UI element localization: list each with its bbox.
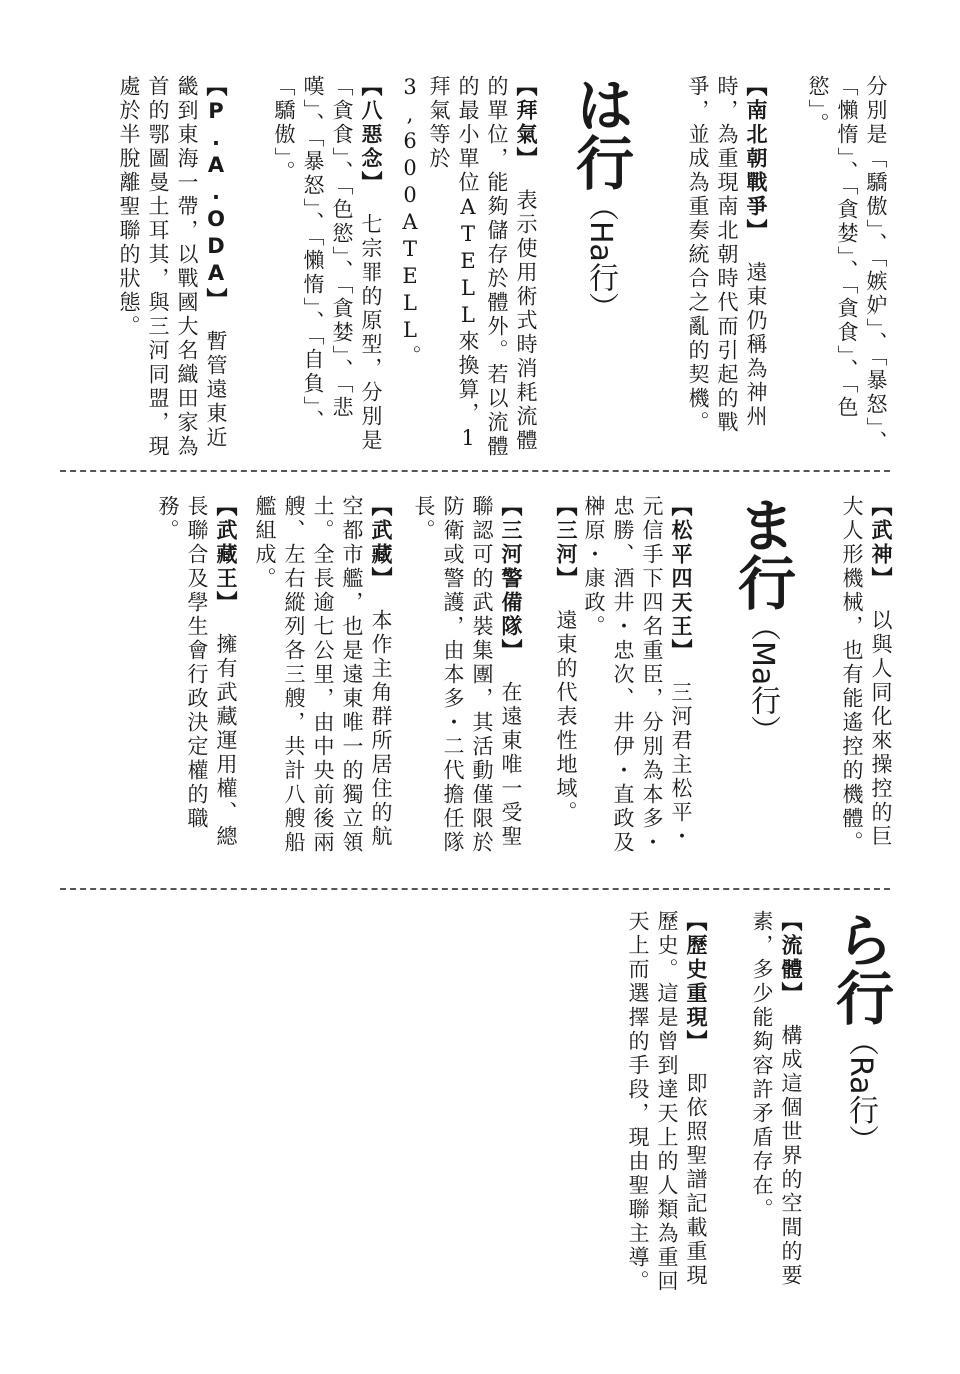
entry-term: 【流體】 [779, 910, 803, 1006]
section-ra-gyo [0, 910, 960, 1310]
entry-rekishi-saigen [610, 910, 710, 1310]
entry-hachi-akunen [255, 75, 385, 460]
entry-body: 擁有武藏運用權、總長聯合及學生會行政決定權的職務。 [156, 495, 238, 849]
entry-body: 遠東的代表性地域。 [554, 609, 578, 825]
entry-body: 本作主角群所居住的航空都市艦，也是遠東唯一的獨立領土。全長逾七公里，由中央前後兩艘、左右縱列各三艘，共計八艘船艦組成。 [253, 495, 393, 855]
entry-haiki [398, 75, 540, 460]
entry-term: 【三河】 [554, 495, 578, 591]
entry-musashi [253, 495, 395, 865]
entry-ryutai [735, 910, 805, 1310]
heading-ma-gyo [730, 495, 794, 745]
heading-kana: は行 [566, 75, 634, 191]
entry-term: 【三河警備隊】 [499, 495, 523, 663]
entry-body: 遠東仍稱為神州時，為重現南北朝時代而引起的戰爭，並成為重奏統合之亂的契機。 [686, 75, 768, 435]
entry-body: 表示使用術式時消耗流體的單位，能夠儲存於體外。若以流體的最小單位ATELL來換算，1拜氣等於3,600ATELL。 [398, 75, 538, 459]
entry-term: 【松平四天王】 [669, 495, 693, 663]
entry-bushin [825, 495, 895, 865]
entry-mikawa-guard [412, 495, 525, 865]
entry-term: 【P.A.ODA】 [204, 75, 228, 312]
heading-roman: （Ha行） [583, 191, 618, 322]
entry-body: 以與人同化來操控的巨大人形機械，也有能遙控的機體。 [840, 495, 893, 855]
heading-kana: ま行 [728, 495, 796, 611]
heading-ha-gyo [568, 75, 632, 322]
entry-term: 【拜氣】 [514, 75, 538, 171]
section-divider [60, 470, 890, 472]
heading-ra-gyo [828, 910, 892, 1155]
heading-kana: ら行 [826, 910, 894, 1026]
section-ha-gyo [0, 75, 960, 460]
entry-body: 三河君主松平・元信手下四名重臣，分別為本多・忠勝、酒井・忠次、井伊・直政及榊原・康政。 [582, 495, 693, 855]
entry-term: 【武藏王】 [214, 495, 238, 615]
heading-roman: （Ma行） [745, 611, 780, 746]
entry-body: 即依照聖譜記載重現歷史。這是曾到達天上的人類為重回天上而選擇的手段，現由聖聯主導。 [626, 910, 708, 1294]
entry-term: 【武神】 [869, 495, 893, 591]
entry-body: 在遠東唯一受聖聯認可的武裝集團，其活動僅限於防衛或警護，由本多・二代擔任隊長。 [412, 495, 523, 855]
entry-body: 構成這個世界的空間的要素，多少能夠容許矛盾存在。 [750, 910, 803, 1288]
heading-roman: （Ra行） [843, 1026, 878, 1155]
entry-nanboku-war [670, 75, 770, 460]
section-ma-gyo [0, 495, 960, 865]
entry-term: 【八惡念】 [359, 75, 383, 195]
entry-term: 【南北朝戰爭】 [744, 75, 768, 243]
entry-term: 【武藏】 [369, 495, 393, 591]
section-divider [60, 888, 890, 890]
entry-musashi-o [156, 495, 240, 865]
entry-paoda [95, 75, 230, 460]
entry-mikawa [540, 495, 580, 865]
entry-term: 【歷史重現】 [684, 910, 708, 1054]
entry-matsudaira-shitenno [582, 495, 695, 865]
continued-entry-text: 分別是「驕傲」、「嫉妒」、「暴怒」、「懶惰」、「貪婪」、「貪食」、「色慾」。 [806, 75, 888, 455]
entry-body: 暫管遠東近畿到東海一帶，以戰國大名織田家為首的鄂圖曼土耳其，與三河同盟，現處於半脫離聖聯的狀態。 [117, 75, 228, 459]
entry-body: 七宗罪的原型，分別是「貪食」、「色慾」、「貪婪」、「悲嘆」、「暴怒」、「懶惰」、「自負」、「驕傲」。 [272, 75, 383, 453]
continued-entry [790, 75, 890, 460]
